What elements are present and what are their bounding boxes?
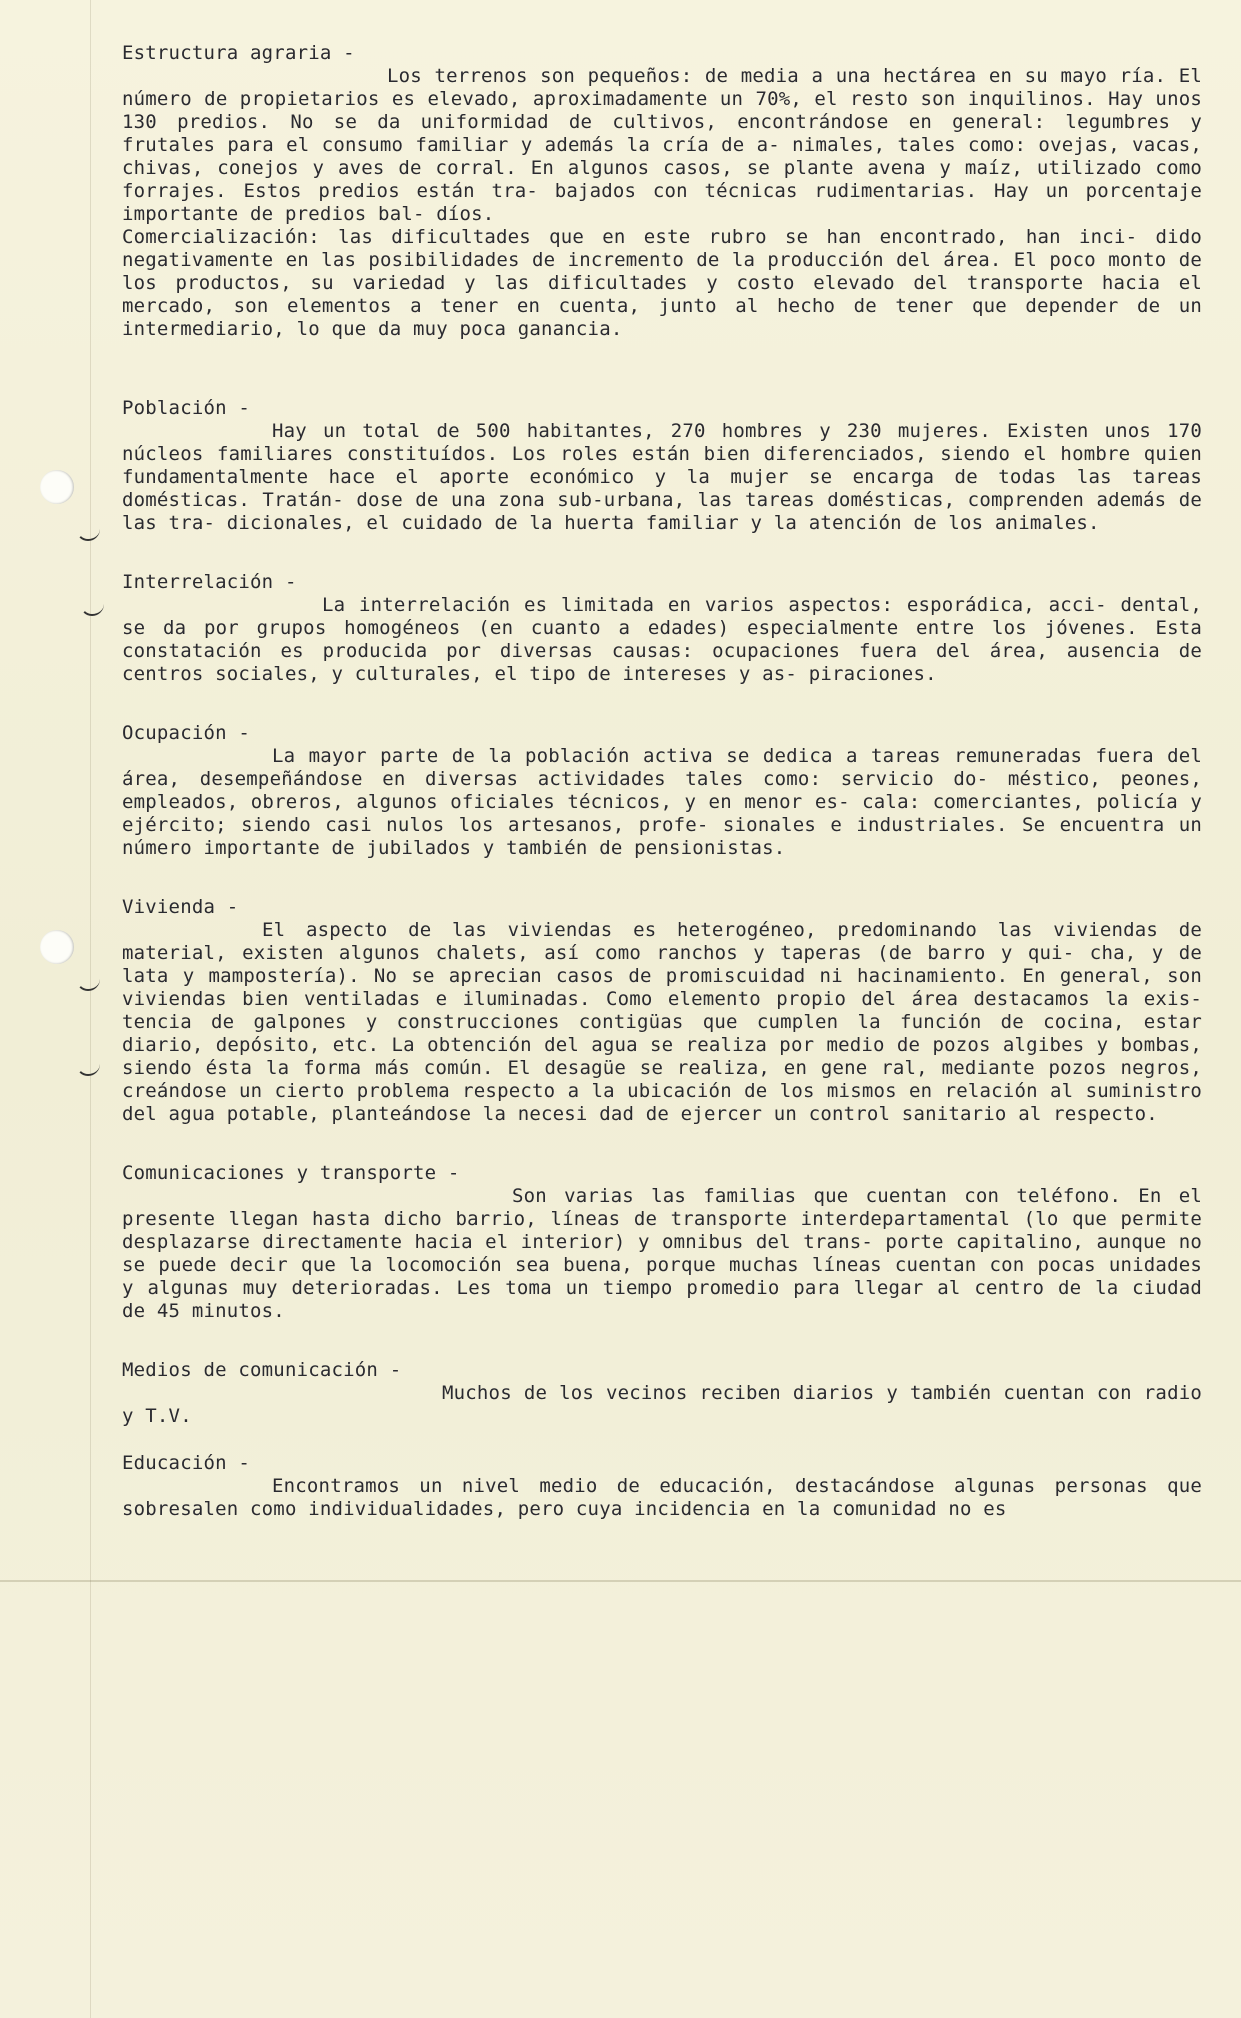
binder-hole bbox=[40, 470, 74, 504]
hole-mark bbox=[76, 1060, 100, 1076]
section-text: El aspecto de las viviendas es heterogéneo, predominando las viviendas de material, existen algunos chalets, así como ranchos y taperas (de barro y qui- cha, y de lata y mampostería). No se aprecian casos de promiscuidad ni hacinamiento. En general, son viviendas bien ventiladas e iluminadas. Como elemento propio del área destacamos la exis- tencia de galpones y construcciones contigüas que cumplen la función de cocina, estar diario, depósito, etc. La obtención del agua se realiza por medio de pozos algibes y bombas, siendo ésta la forma más común. El desagüe se realiza, en gene ral, mediante pozos negros, creándose un cierto problema respecto a la ubicación de los mismos en relación al suministro del agua potable, planteándose la necesi dad de ejercer un control sanitario al respecto. bbox=[122, 919, 1202, 1125]
section-comunicaciones-transporte bbox=[122, 1162, 1202, 1323]
section-text: las dificultades que en este rubro se han encontrado, han inci- dido negativamente en las posibilidades de incremento de la producción del área. El poco monto de los productos, su variedad y las dificultades y costo elevado del transporte hacia el mercado, son elementos a tener en cuenta, junto al hecho de tener que depender de un intermediario, lo que da muy poca ganancia. bbox=[122, 226, 1203, 340]
section-ocupacion bbox=[122, 722, 1202, 860]
section-interrelacion bbox=[122, 571, 1202, 686]
section-heading: Población - bbox=[122, 397, 251, 419]
section-heading: Ocupación - bbox=[122, 722, 251, 744]
section-poblacion bbox=[122, 397, 1202, 535]
hole-mark bbox=[80, 600, 104, 616]
section-text: Hay un total de 500 habitantes, 270 hombres y 230 mujeres. Existen unos 170 núcleos familiares constituídos. Los roles están bien diferenciados, siendo el hombre quien fundamentalmente hace el aporte económico y la mujer se encarga de todas las tareas domésticas. Tratán- dose de una zona sub-urbana, las tareas domésticas, comprenden además de las tra- dicionales, el cuidado de la huerta familiar y la atención de los animales. bbox=[122, 420, 1202, 534]
section-comercializacion bbox=[122, 226, 1202, 341]
section-paragraph bbox=[122, 226, 1202, 341]
section-text: La interrelación es limitada en varios aspectos: esporádica, acci- dental, se da por grupos homogéneos (en cuanto a edades) especialmente entre los jóvenes. Esta constatación es producida por diversas causas: ocupaciones fuera del área, ausencia de centros sociales, y culturales, el tipo de intereses y as- piraciones. bbox=[122, 594, 1202, 685]
section-heading: Comunicaciones y transporte - bbox=[122, 1162, 460, 1184]
section-text: Los terrenos son pequeños: de media a una hectárea en su mayo ría. El número de propietarios es elevado, aproximadamente un 70%, el resto son inquilinos. Hay unos 130 predios. No se da uniformidad de cultivos, encontrándose en general: legumbres y frutales para el consumo familiar y además la cría de a- nimales, tales como: ovejas, vacas, chivas, conejos y aves de corral. En algunos casos, se plante avena y maíz, utilizado como forrajes. Estos predios están tra- bajados con técnicas rudimentarias. Hay un porcentaje importante de predios bal- díos. bbox=[122, 65, 1202, 225]
section-educacion bbox=[122, 1452, 1202, 1521]
section-medios-comunicacion bbox=[122, 1359, 1202, 1428]
section-text: Encontramos un nivel medio de educación, destacándose algunas personas que sobresalen como individualidades, pero cuya incidencia en la comunidad no es bbox=[122, 1475, 1202, 1520]
section-text: Muchos de los vecinos reciben diarios y también cuentan con radio y T.V. bbox=[122, 1382, 1202, 1427]
hole-mark bbox=[76, 525, 100, 541]
section-heading: Estructura agraria - bbox=[122, 42, 355, 64]
section-heading: Educación - bbox=[122, 1452, 251, 1474]
section-text: Son varias las familias que cuentan con teléfono. En el presente llegan hasta dicho barrio, líneas de transporte interdepartamental (lo que permite desplazarse directamente hacia el interior) y omnibus del trans- porte capitalino, aunque no se puede decir que la locomoción sea buena, porque muchas líneas cuentan con pocas unidades y algunas muy deterioradas. Les toma un tiempo promedio para llegar al centro de la ciudad de 45 minutos. bbox=[122, 1185, 1202, 1322]
section-heading: Interrelación - bbox=[122, 571, 297, 593]
section-heading: Medios de comunicación - bbox=[122, 1359, 402, 1381]
section-estructura-agraria bbox=[122, 42, 1202, 226]
section-text: La mayor parte de la población activa se dedica a tareas remuneradas fuera del área, desempeñándose en diversas actividades tales como: servicio do- méstico, peones, empleados, obreros, algunos oficiales técnicos, y en menor es- cala: comerciantes, policía y ejército; siendo casi nulos los artesanos, profe- sionales e industriales. Se encuentra un número importante de jubilados y también de pensionistas. bbox=[122, 745, 1202, 859]
section-heading: Vivienda - bbox=[122, 896, 239, 918]
section-heading: Comercialización: bbox=[122, 226, 320, 248]
binder-hole bbox=[40, 930, 74, 964]
margin-rule bbox=[90, 0, 91, 2018]
paper-fold bbox=[0, 1580, 1241, 1582]
hole-mark bbox=[76, 975, 100, 991]
document-body bbox=[122, 42, 1202, 1521]
section-vivienda bbox=[122, 896, 1202, 1126]
